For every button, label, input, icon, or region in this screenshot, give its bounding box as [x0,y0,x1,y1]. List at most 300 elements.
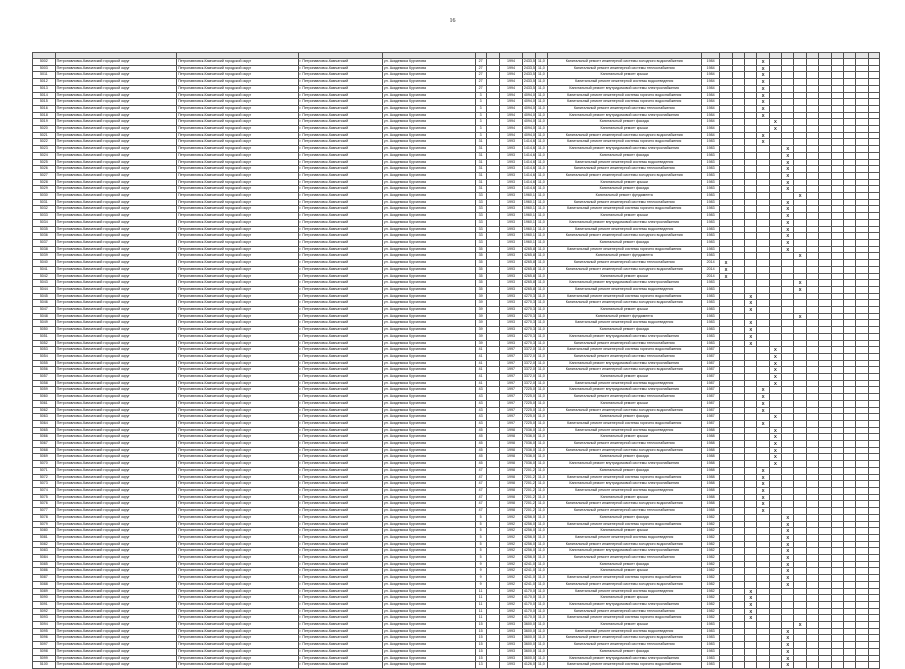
plan-year-cell: 1983 [701,159,720,166]
area-cell: 2433,5 [522,65,535,72]
schedule-mark-cell [757,360,769,367]
street-cell: ул. Академика Курчатова [382,474,475,481]
schedule-mark-cell [732,72,744,79]
street-cell: ул. Академика Курчатова [382,380,475,387]
schedule-mark-cell [769,286,781,293]
floors-cell: 11,0 [536,548,547,555]
register-sheet [32,52,880,669]
schedule-mark-cell [720,635,732,642]
schedule-mark-cell [745,105,757,112]
schedule-mark-cell [720,608,732,615]
house-number: 15 [475,655,486,662]
work-type-cell: Капитальный ремонт инженерной системы горячего водоснабжения [547,139,701,146]
schedule-mark-cell [831,561,843,568]
schedule-mark-cell: X [757,112,769,119]
schedule-mark-cell [868,260,879,267]
locality-cell: Петропавловск-Камчатский городской округ [177,199,298,206]
house-number: 43 [475,400,486,407]
schedule-mark-cell: X [757,99,769,106]
schedule-mark-cell [732,642,744,649]
house-number: 11 [475,588,486,595]
schedule-mark-cell [720,662,732,669]
schedule-mark-cell [794,327,806,334]
schedule-mark-cell [745,367,757,374]
work-type-cell: Капитальный ремонт инженерной системы горячего водоснабжения [547,99,701,106]
year-cell: 1993 [500,327,523,334]
schedule-mark-cell [732,588,744,595]
locality-cell: Петропавловск-Камчатский городской округ [177,454,298,461]
plan-year-cell: 1988 [701,494,720,501]
district-cell: Петропавловск-Камчатский городской округ [55,193,176,200]
schedule-mark-cell: X [769,360,781,367]
schedule-mark-cell [732,561,744,568]
schedule-mark-cell [757,528,769,535]
schedule-mark-cell [843,595,855,602]
schedule-mark-cell [831,126,843,133]
schedule-mark-cell [843,380,855,387]
schedule-mark-cell [720,239,732,246]
schedule-mark-cell [745,353,757,360]
plan-year-cell: 1982 [701,608,720,615]
schedule-mark-cell [868,307,879,314]
schedule-mark-cell [794,501,806,508]
floors-cell: 11,0 [536,541,547,548]
schedule-mark-cell [794,581,806,588]
house-number: 33 [475,199,486,206]
plan-year-cell: 1983 [701,313,720,320]
street-cell: ул. Академика Курчатова [382,635,475,642]
year-cell: 1992 [500,561,523,568]
year-cell: 1997 [500,407,523,414]
floors-cell: 11,0 [536,307,547,314]
schedule-mark-cell [868,92,879,99]
settlement-cell: г. Петропавловск-Камчатский [298,528,382,535]
locality-cell: Петропавловск-Камчатский городской округ [177,588,298,595]
building-cell [486,635,499,642]
area-cell: 7201,2 [522,481,535,488]
schedule-mark-cell [843,521,855,528]
schedule-mark-cell [819,72,831,79]
locality-cell: Петропавловск-Камчатский городской округ [177,488,298,495]
district-cell: Петропавловск-Камчатский городской округ [55,85,176,92]
district-cell: Петропавловск-Камчатский городской округ [55,575,176,582]
table-row [33,59,880,66]
house-number: 45 [475,434,486,441]
work-type-cell: Капитальный ремонт инженерной системы теплоснабжения [547,508,701,515]
locality-cell: Петропавловск-Камчатский городской округ [177,420,298,427]
table-row [33,333,880,340]
schedule-mark-cell [856,528,868,535]
floors-cell: 11,0 [536,374,547,381]
plan-year-cell: 1983 [701,648,720,655]
schedule-mark-cell [720,79,732,86]
plan-year-cell: 1982 [701,575,720,582]
schedule-mark-cell [868,353,879,360]
street-cell: ул. Академика Курчатова [382,648,475,655]
schedule-mark-cell [819,307,831,314]
schedule-mark-cell [745,635,757,642]
building-cell [486,394,499,401]
schedule-mark-cell [868,601,879,608]
row-id: 5075 [33,494,56,501]
house-number: 33 [475,206,486,213]
settlement-cell: г. Петропавловск-Камчатский [298,65,382,72]
schedule-mark-cell [806,92,818,99]
schedule-mark-cell [868,481,879,488]
schedule-mark-cell [868,528,879,535]
settlement-cell: г. Петропавловск-Камчатский [298,313,382,320]
schedule-mark-cell [843,85,855,92]
settlement-cell: г. Петропавловск-Камчатский [298,233,382,240]
schedule-mark-cell [757,548,769,555]
schedule-mark-cell [732,608,744,615]
schedule-mark-cell [794,152,806,159]
year-cell: 1993 [500,635,523,642]
year-cell: 1993 [500,193,523,200]
work-type-cell: Капитальный ремонт внутридомовой системы электроснабжения [547,360,701,367]
floors-cell: 11,0 [536,447,547,454]
locality-cell: Петропавловск-Камчатский городской округ [177,313,298,320]
table-row [33,575,880,582]
schedule-mark-cell: X [745,595,757,602]
plan-year-cell: 1983 [701,166,720,173]
year-cell: 1997 [500,387,523,394]
schedule-mark-cell [794,79,806,86]
district-cell: Петропавловск-Камчатский городской округ [55,246,176,253]
locality-cell: Петропавловск-Камчатский городской округ [177,514,298,521]
schedule-mark-cell [843,374,855,381]
row-id: 5022 [33,139,56,146]
schedule-mark-cell [868,662,879,669]
schedule-mark-cell [732,434,744,441]
building-cell [486,400,499,407]
schedule-mark-cell [794,132,806,139]
work-type-cell: Капитальный ремонт инженерной системы горячего водоснабжения [547,246,701,253]
table-body [33,59,880,669]
schedule-mark-cell [732,628,744,635]
schedule-mark-cell [732,514,744,521]
schedule-mark-cell [720,400,732,407]
locality-cell: Петропавловск-Камчатский городской округ [177,568,298,575]
schedule-mark-cell [794,206,806,213]
work-type-cell: Капитальный ремонт инженерной системы холодного водоснабжения [547,635,701,642]
schedule-mark-cell [720,467,732,474]
schedule-mark-cell [868,608,879,615]
schedule-mark-cell [794,59,806,66]
locality-cell: Петропавловск-Камчатский городской округ [177,280,298,287]
plan-year-cell: 1987 [701,414,720,421]
schedule-mark-cell [720,186,732,193]
table-row [33,146,880,153]
schedule-mark-cell [782,367,794,374]
street-cell: ул. Академика Курчатова [382,307,475,314]
year-cell: 1994 [500,105,523,112]
schedule-mark-cell: X [769,434,781,441]
schedule-mark-cell [843,407,855,414]
year-cell: 1992 [500,581,523,588]
floors-cell: 11,0 [536,300,547,307]
district-cell: Петропавловск-Камчатский городской округ [55,159,176,166]
work-type-cell: Капитальный ремонт инженерной системы водоотведения [547,488,701,495]
plan-year-cell: 1982 [701,528,720,535]
schedule-mark-cell [769,474,781,481]
table-row [33,119,880,126]
street-cell: ул. Академика Курчатова [382,226,475,233]
schedule-mark-cell [856,186,868,193]
schedule-mark-cell [732,193,744,200]
schedule-mark-cell [831,307,843,314]
schedule-mark-cell [868,521,879,528]
district-cell: Петропавловск-Камчатский городской округ [55,581,176,588]
plan-year-cell: 1982 [701,588,720,595]
schedule-mark-cell [782,380,794,387]
table-row [33,635,880,642]
schedule-mark-cell [732,92,744,99]
schedule-mark-cell [843,441,855,448]
table-row [33,414,880,421]
schedule-mark-cell [831,648,843,655]
schedule-mark-cell [843,65,855,72]
schedule-mark-cell [794,555,806,562]
work-type-cell: Капитальный ремонт внутридомовой системы электроснабжения [547,146,701,153]
schedule-mark-cell [806,79,818,86]
schedule-mark-cell [856,199,868,206]
schedule-mark-cell [819,105,831,112]
work-type-cell: Капитальный ремонт внутридомовой системы электроснабжения [547,481,701,488]
row-id: 5057 [33,374,56,381]
schedule-mark-cell: X [757,65,769,72]
locality-cell: Петропавловск-Камчатский городской округ [177,380,298,387]
schedule-mark-cell [831,320,843,327]
row-id: 5100 [33,662,56,669]
schedule-mark-cell [794,353,806,360]
schedule-mark-cell [782,253,794,260]
house-number: 11 [475,615,486,622]
district-cell: Петропавловск-Камчатский городской округ [55,226,176,233]
row-id: 5087 [33,575,56,582]
schedule-mark-cell [843,494,855,501]
schedule-mark-cell [806,126,818,133]
plan-year-cell: 1984 [701,79,720,86]
schedule-mark-cell [732,132,744,139]
schedule-mark-cell [831,239,843,246]
schedule-mark-cell [794,548,806,555]
schedule-mark-cell: X [757,132,769,139]
schedule-mark-cell [843,575,855,582]
schedule-mark-cell [831,555,843,562]
locality-cell: Петропавловск-Камчатский городской округ [177,541,298,548]
schedule-mark-cell [806,246,818,253]
schedule-mark-cell [732,454,744,461]
building-cell [486,581,499,588]
schedule-mark-cell [732,501,744,508]
schedule-mark-cell [868,79,879,86]
building-cell [486,193,499,200]
schedule-mark-cell [769,152,781,159]
schedule-mark-cell [720,313,732,320]
building-cell [486,541,499,548]
house-number: 41 [475,353,486,360]
schedule-mark-cell [856,367,868,374]
schedule-mark-cell [868,548,879,555]
schedule-mark-cell [819,226,831,233]
area-cell: 4094,0 [522,105,535,112]
row-id: 5020 [33,126,56,133]
schedule-mark-cell: X [782,179,794,186]
locality-cell: Петропавловск-Камчатский городской округ [177,481,298,488]
locality-cell: Петропавловск-Камчатский городской округ [177,394,298,401]
district-cell: Петропавловск-Камчатский городской округ [55,219,176,226]
year-cell: 1993 [500,213,523,220]
schedule-mark-cell [782,112,794,119]
schedule-mark-cell [819,615,831,622]
schedule-mark-cell [732,266,744,273]
schedule-mark-cell: X [745,608,757,615]
street-cell: ул. Академика Курчатова [382,400,475,407]
work-type-cell: Капитальный ремонт внутридомовой системы электроснабжения [547,280,701,287]
schedule-mark-cell [819,166,831,173]
house-number: 15 [475,635,486,642]
district-cell: Петропавловск-Камчатский городской округ [55,434,176,441]
area-cell: 4256,0 [522,548,535,555]
schedule-mark-cell [843,159,855,166]
schedule-mark-cell [856,119,868,126]
table-row [33,260,880,267]
house-number: 43 [475,420,486,427]
year-cell: 1997 [500,374,523,381]
street-cell: ул. Академика Курчатова [382,273,475,280]
schedule-mark-cell [819,186,831,193]
area-cell: 4256,0 [522,541,535,548]
schedule-mark-cell [819,501,831,508]
district-cell: Петропавловск-Камчатский городской округ [55,447,176,454]
floors-cell: 11,0 [536,387,547,394]
schedule-mark-cell [732,226,744,233]
schedule-mark-cell [819,367,831,374]
district-cell: Петропавловск-Камчатский городской округ [55,300,176,307]
schedule-mark-cell [831,213,843,220]
table-row [33,72,880,79]
schedule-mark-cell [732,380,744,387]
house-number: 39 [475,340,486,347]
table-row [33,447,880,454]
settlement-cell: г. Петропавловск-Камчатский [298,327,382,334]
plan-year-cell: 1988 [701,461,720,468]
schedule-mark-cell [769,172,781,179]
schedule-mark-cell [757,561,769,568]
schedule-mark-cell [782,72,794,79]
schedule-mark-cell [831,394,843,401]
schedule-mark-cell [856,65,868,72]
year-cell: 1992 [500,514,523,521]
street-cell: ул. Академика Курчатова [382,112,475,119]
schedule-mark-cell [732,534,744,541]
district-cell: Петропавловск-Камчатский городской округ [55,528,176,535]
settlement-cell: г. Петропавловск-Камчатский [298,407,382,414]
schedule-mark-cell [794,146,806,153]
schedule-mark-cell [831,374,843,381]
schedule-mark-cell: X [782,166,794,173]
schedule-mark-cell [868,313,879,320]
work-type-cell: Капитальный ремонт внутридомовой системы электроснабжения [547,461,701,468]
row-id: 5019 [33,119,56,126]
street-cell: ул. Академика Курчатова [382,92,475,99]
schedule-mark-cell: X [745,588,757,595]
schedule-mark-cell [720,166,732,173]
schedule-mark-cell: X [782,662,794,669]
schedule-mark-cell [794,99,806,106]
schedule-mark-cell [819,320,831,327]
house-number: 3 [475,99,486,106]
district-cell: Петропавловск-Камчатский городской округ [55,521,176,528]
schedule-mark-cell [843,414,855,421]
schedule-mark-cell [856,72,868,79]
schedule-mark-cell [856,360,868,367]
area-cell: 4256,0 [522,528,535,535]
work-type-cell: Капитальный ремонт инженерной системы горячего водоснабжения [547,662,701,669]
district-cell: Петропавловск-Камчатский городской округ [55,146,176,153]
house-number: 5 [475,514,486,521]
schedule-mark-cell [806,112,818,119]
row-id: 5071 [33,467,56,474]
year-cell: 1998 [500,508,523,515]
schedule-mark-cell [794,628,806,635]
schedule-mark-cell [806,59,818,66]
year-cell: 1992 [500,588,523,595]
schedule-mark-cell [856,568,868,575]
schedule-mark-cell [856,454,868,461]
schedule-mark-cell [806,400,818,407]
schedule-mark-cell [819,528,831,535]
schedule-mark-cell [843,548,855,555]
settlement-cell: г. Петропавловск-Камчатский [298,581,382,588]
locality-cell: Петропавловск-Камчатский городской округ [177,441,298,448]
schedule-mark-cell [831,112,843,119]
schedule-mark-cell [868,568,879,575]
schedule-mark-cell [819,172,831,179]
locality-cell: Петропавловск-Камчатский городской округ [177,501,298,508]
schedule-mark-cell [782,340,794,347]
schedule-mark-cell [757,555,769,562]
district-cell: Петропавловск-Камчатский городской округ [55,414,176,421]
house-number: 41 [475,374,486,381]
area-cell: 1414,6 [522,152,535,159]
schedule-mark-cell [757,219,769,226]
schedule-mark-cell: X [769,347,781,354]
locality-cell: Петропавловск-Камчатский городской округ [177,186,298,193]
floors-cell: 11,0 [536,662,547,669]
plan-year-cell: 1983 [701,662,720,669]
schedule-mark-cell: X [782,226,794,233]
table-row [33,246,880,253]
schedule-mark-cell [757,447,769,454]
schedule-mark-cell [720,92,732,99]
settlement-cell: г. Петропавловск-Камчатский [298,193,382,200]
plan-year-cell: 2014 [701,273,720,280]
schedule-mark-cell [745,206,757,213]
year-cell: 1994 [500,65,523,72]
floors-cell: 11,0 [536,320,547,327]
schedule-mark-cell [745,266,757,273]
schedule-mark-cell [806,239,818,246]
schedule-mark-cell [868,561,879,568]
schedule-mark-cell [806,105,818,112]
settlement-cell: г. Петропавловск-Камчатский [298,555,382,562]
schedule-mark-cell [732,601,744,608]
year-cell: 1993 [500,253,523,260]
schedule-mark-cell [806,179,818,186]
settlement-cell: г. Петропавловск-Камчатский [298,172,382,179]
